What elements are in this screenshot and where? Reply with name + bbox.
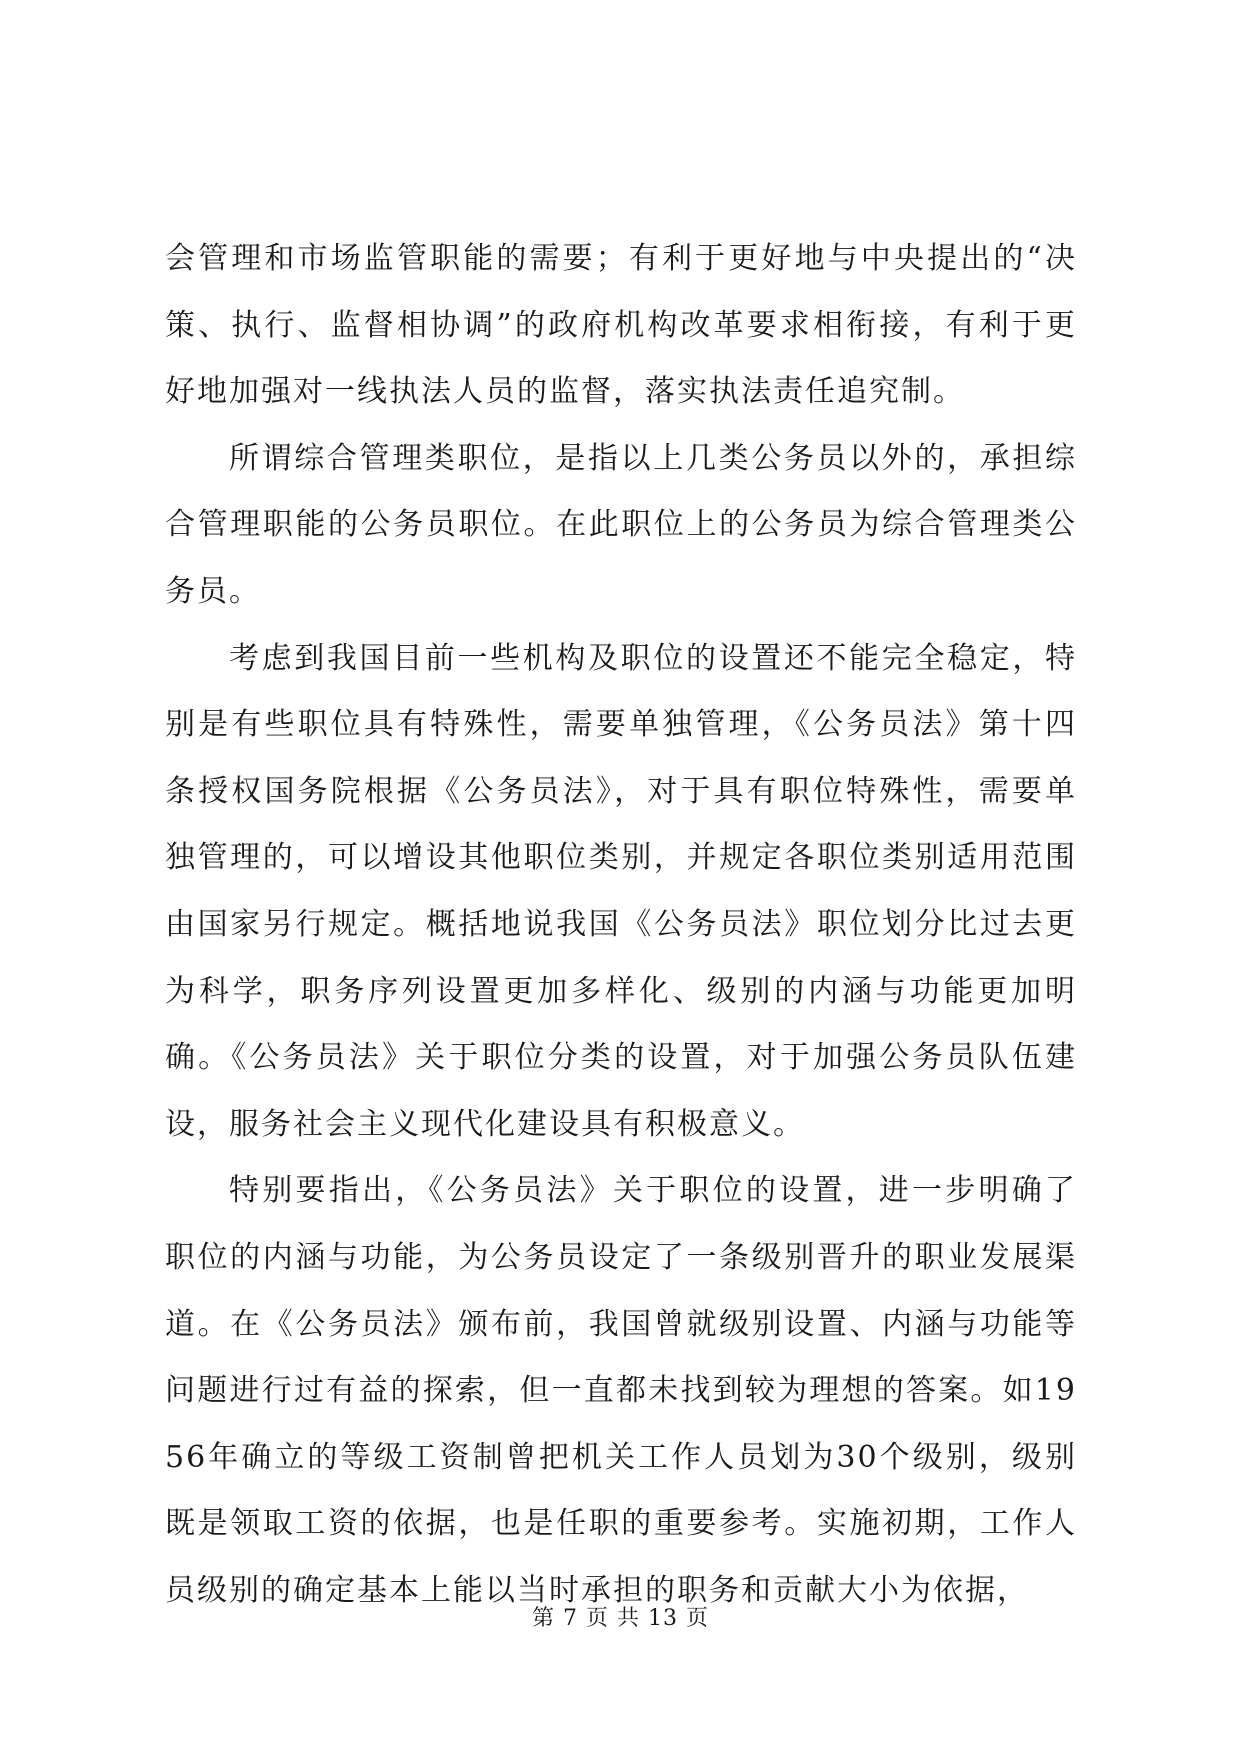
page-footer: [0, 1604, 1241, 1634]
paragraph-3: 考虑到我国目前一些机构及职位的设置还不能完全稳定，特别是有些职位具有特殊性，需要单独管理，《公务员法》第十四条授权国务院根据《公务员法》，对于具有职位特殊性，需要单独管理的，可以增设其他职位类别，并规定各职位类别适用范围由国家另行规定。概括地说我国《公务员法》职位划分比过去更为科学，职务序列设置更加多样化、级别的内涵与功能更加明确。《公务员法》关于职位分类的设置，对于加强公务员队伍建设，服务社会主义现代化建设具有积极意义。: [165, 640, 1077, 1142]
document-body: [165, 226, 1077, 1624]
paragraph-1: 会管理和市场监管职能的需要；有利于更好地与中央提出的“决策、执行、监督相协调”的政府机构改革要求相衔接，有利于更好地加强对一线执法人员的监督，落实执法责任追究制。: [165, 241, 1077, 410]
page-number-label: 第 7 页 共 13 页: [532, 1606, 709, 1631]
paragraph-4: 特别要指出，《公务员法》关于职位的设置，进一步明确了职位的内涵与功能，为公务员设定了一条级别晋升的职业发展渠道。在《公务员法》颁布前，我国曾就级别设置、内涵与功能等问题进行过有益的探索，但一直都未找到较为理想的答案。如1956年确立的等级工资制曾把机关工作人员划为30个级别，级别既是领取工资的依据，也是任职的重要参考。实施初期，工作人员级别的确定基本上能以当时承担的职务和贡献大小为依据，: [165, 1173, 1077, 1608]
paragraph-2: 所谓综合管理类职位，是指以上几类公务员以外的，承担综合管理职能的公务员职位。在此职位上的公务员为综合管理类公务员。: [165, 440, 1077, 609]
